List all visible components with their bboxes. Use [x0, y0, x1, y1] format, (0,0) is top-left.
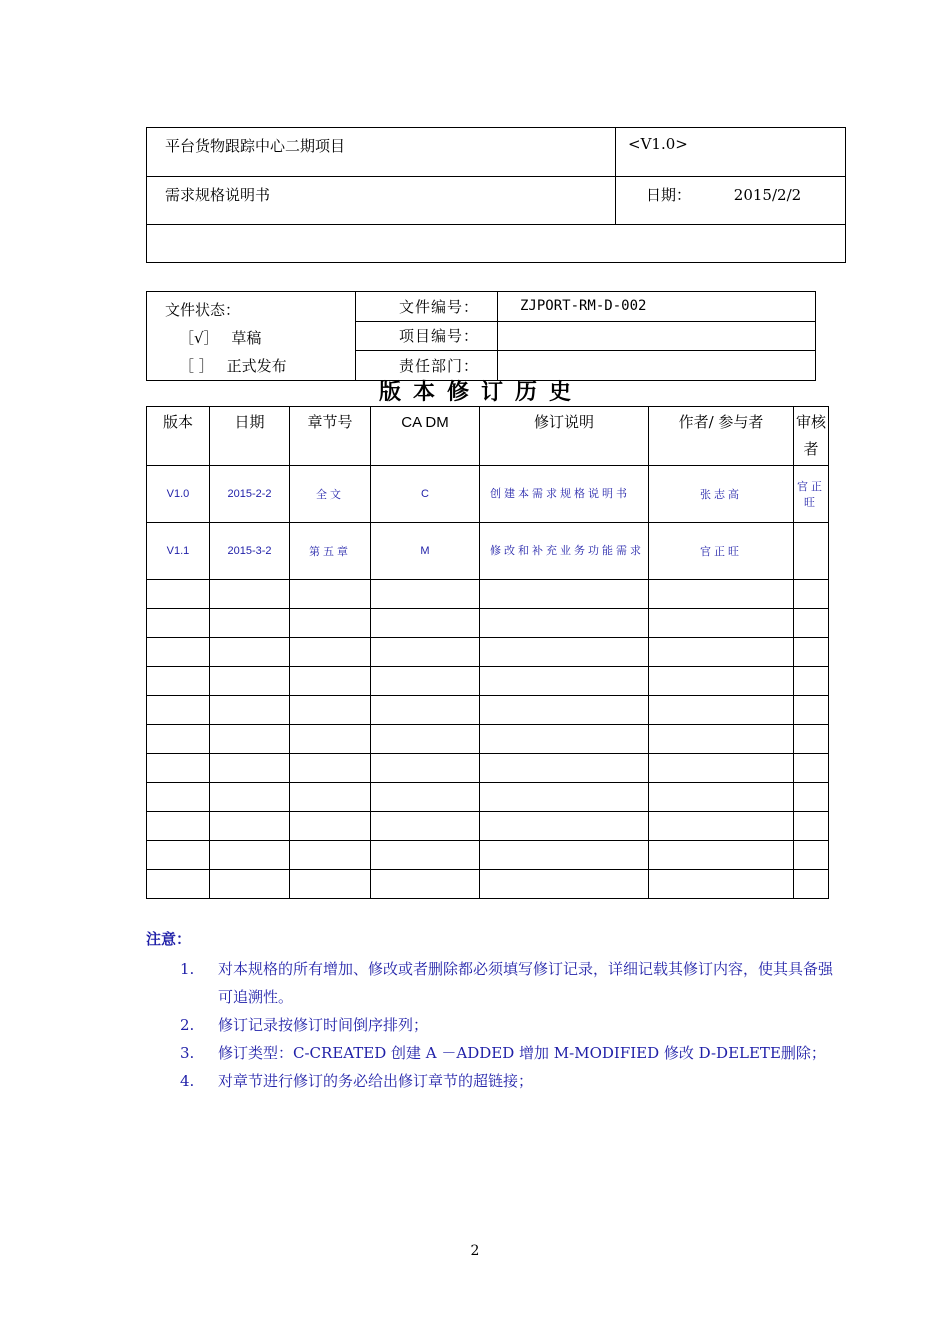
row-author: 官正旺 [649, 523, 794, 580]
note-number: 4. [180, 1072, 195, 1090]
empty-row [147, 841, 829, 870]
notes-section [146, 928, 836, 1095]
note-number: 1. [180, 960, 195, 978]
row-change-type: M [371, 523, 480, 580]
note-number: 3. [180, 1044, 195, 1062]
release-checkbox: ［ ］ [179, 357, 214, 375]
row-description: 创建本需求规格说明书 [480, 466, 649, 523]
department-label: 责任部门： [356, 351, 498, 381]
revision-history-title: 版本修订历史 [378, 380, 583, 405]
empty-row [147, 609, 829, 638]
row-date: 2015-3-2 [210, 523, 290, 580]
project-number-value [498, 321, 816, 351]
version-label: <V1.0> [616, 128, 846, 177]
note-text: 对章节进行修订的务必给出修订章节的超链接； [218, 1072, 534, 1090]
empty-row [147, 783, 829, 812]
empty-row [147, 870, 829, 899]
empty-row [147, 638, 829, 667]
note-item [146, 1011, 836, 1039]
note-text: 对本规格的所有增加、修改或者删除都必须填写修订记录，详细记载其修订内容，使其具备强可追溯性。 [218, 960, 834, 1006]
table-header-row [147, 407, 829, 466]
note-text: 修订类型：C-CREATED 创建 A －ADDED 增加 M-MODIFIED 修改 D-DELETE删除； [218, 1044, 826, 1062]
row-version: V1.0 [147, 466, 210, 523]
empty-row [147, 580, 829, 609]
file-status-label: 文件状态： [165, 301, 241, 319]
draft-label: 草稿 [231, 329, 262, 347]
note-item [146, 955, 836, 1011]
note-item [146, 1039, 836, 1067]
empty-row [147, 696, 829, 725]
header-date: 日期 [210, 407, 290, 466]
date-label: 日期： [646, 186, 692, 204]
empty-row [147, 754, 829, 783]
project-name: 平台货物跟踪中心二期项目 [147, 128, 616, 177]
row-reviewer: 官正旺 [794, 466, 829, 523]
header-chapter: 章节号 [290, 407, 371, 466]
row-change-type: C [371, 466, 480, 523]
empty-row [147, 725, 829, 754]
file-status-cell [147, 292, 356, 381]
empty-row [147, 667, 829, 696]
document-header-table [146, 127, 846, 263]
document-status-table [146, 291, 816, 381]
empty-row [147, 812, 829, 841]
date-value: 2015/2/2 [733, 186, 802, 204]
row-version: V1.1 [147, 523, 210, 580]
header-version: 版本 [147, 407, 210, 466]
row-author: 张志高 [649, 466, 794, 523]
row-date: 2015-2-2 [210, 466, 290, 523]
note-text: 修订记录按修订时间倒序排列； [218, 1016, 429, 1034]
table-row [147, 466, 829, 523]
header-author: 作者/ 参与者 [649, 407, 794, 466]
doc-number-label: 文件编号： [356, 292, 498, 322]
row-reviewer [794, 523, 829, 580]
draft-checkbox: ［√］ [179, 329, 219, 347]
document-type: 需求规格说明书 [147, 177, 616, 225]
row-chapter: 第五章 [290, 523, 371, 580]
revision-history-table [146, 406, 829, 899]
header-change-type: CA DM [371, 407, 480, 466]
date-cell [616, 177, 846, 225]
doc-number-value: ZJPORT-RM-D-002 [498, 292, 816, 322]
note-number: 2. [180, 1016, 195, 1034]
header-blank-row [147, 225, 846, 263]
header-description: 修订说明 [480, 407, 649, 466]
page-number: 2 [470, 1243, 480, 1259]
release-label: 正式发布 [226, 357, 287, 375]
draft-option [165, 324, 355, 352]
header-reviewer: 审核者 [794, 407, 829, 466]
note-item [146, 1067, 836, 1095]
table-row [147, 523, 829, 580]
row-description: 修改和补充业务功能需求 [480, 523, 649, 580]
row-chapter: 全文 [290, 466, 371, 523]
project-number-label: 项目编号： [356, 321, 498, 351]
notes-title: 注意： [146, 930, 192, 948]
